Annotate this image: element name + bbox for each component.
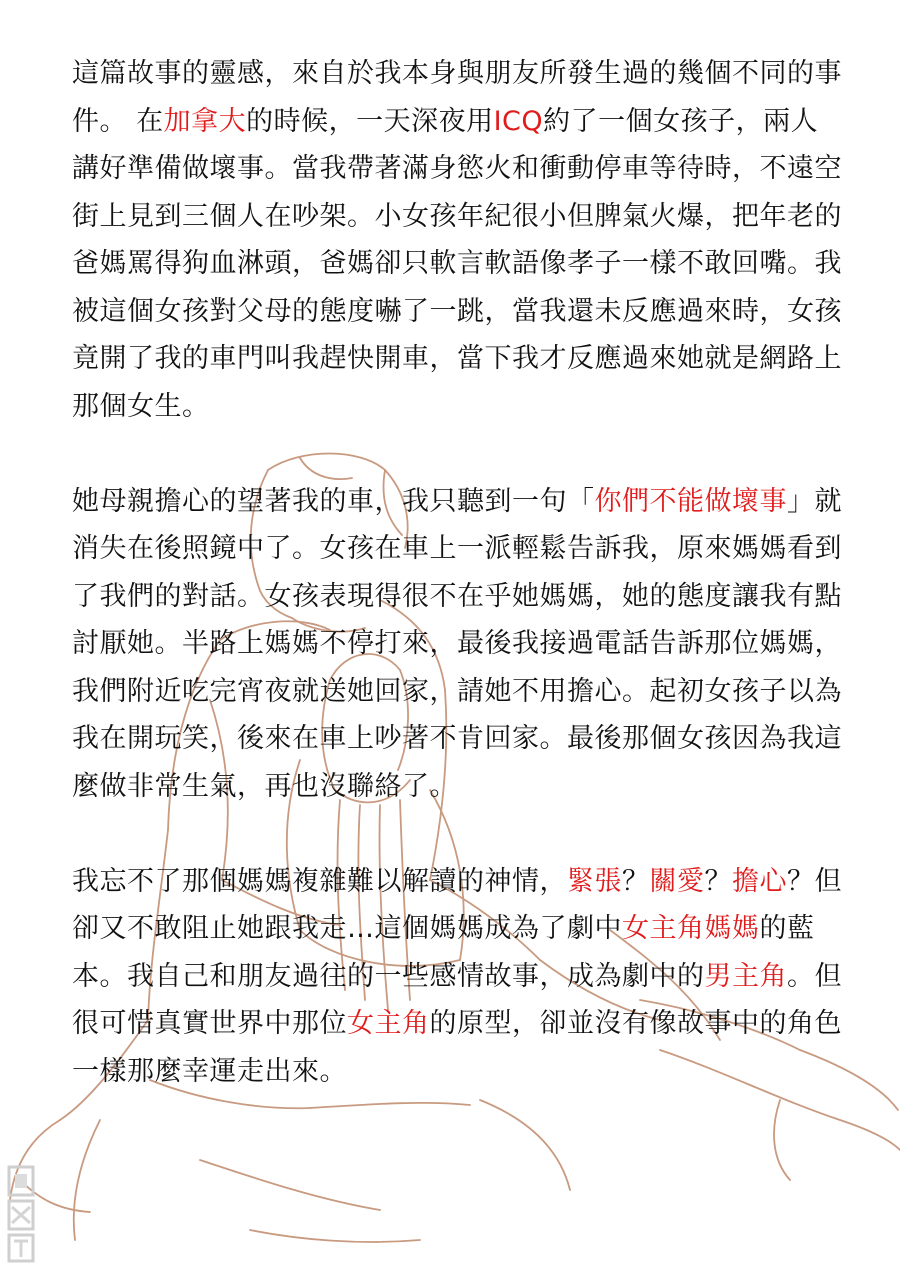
text-run: 的時候，一天深夜用 xyxy=(246,105,494,137)
story-text xyxy=(72,50,842,1095)
paragraph-3 xyxy=(72,858,842,1096)
highlighted-text: ICQ xyxy=(493,105,544,137)
highlighted-text: 加拿大 xyxy=(163,105,247,137)
paragraph-2 xyxy=(72,478,842,811)
highlighted-text: 女主角媽媽 xyxy=(622,913,760,944)
text-run: 。但很可惜真實世界中那位 xyxy=(72,960,842,1039)
text-run: 她母親擔心的望著我的車，我只聽到一句「 xyxy=(72,485,595,517)
text-run: ？ xyxy=(622,865,650,897)
highlighted-text: 擔心 xyxy=(732,865,787,897)
watermark-logo xyxy=(2,1165,36,1265)
text-run: ？ xyxy=(704,865,732,897)
highlighted-text: 關愛 xyxy=(649,865,705,897)
text-run: 約了一個女孩子，兩人講好準備做壞事。當我帶著滿身慾火和衝動停車等待時，不遠空街上見到三個人在吵架。小女孩年紀很小但脾氣火爆，把年老的爸媽罵得狗血淋頭，爸媽卻只軟言軟語像孝子一樣不敢回嘴。我被這個女孩對父母的態度嚇了一跳，當我還未反應過來時，女孩竟開了我的車門叫我趕快開車，當下我才反應過來她就是網路上那個女生。 xyxy=(72,105,842,422)
highlighted-text: 女主角 xyxy=(347,1008,430,1039)
text-run: 這篇故事的靈感，來自於我本身與朋友所發生過的幾個不同的事件。 在 xyxy=(72,58,842,137)
text-run: 我忘不了那個媽媽複雜難以解讀的神情， xyxy=(72,865,567,897)
paragraph-1 xyxy=(72,50,842,430)
highlighted-text: 男主角 xyxy=(704,960,787,992)
text-run: 的原型，卻並沒有像故事中的角色一樣那麼幸運走出來。 xyxy=(72,1008,842,1087)
text-run: ？但卻又不敢阻止她跟我走…這個媽媽成為了劇中 xyxy=(72,865,842,944)
text-run: 的藍本。我自己和朋友過往的一些感情故事，成為劇中的 xyxy=(72,913,815,992)
text-run: 」就消失在後照鏡中了。女孩在車上一派輕鬆告訴我，原來媽媽看到了我們的對話。女孩表現得很不在乎她媽媽，她的態度讓我有點討厭她。半路上媽媽不停打來，最後我接過電話告訴那位媽媽，我們附近吃完宵夜就送她回家，請她不用擔心。起初女孩子以為我在開玩笑，後來在車上吵著不肯回家。最後那個女孩因為我這麼做非常生氣，再也沒聯絡了。 xyxy=(72,485,842,802)
highlighted-text: 緊張 xyxy=(567,865,622,897)
highlighted-text: 你們不能做壞事 xyxy=(594,485,787,517)
